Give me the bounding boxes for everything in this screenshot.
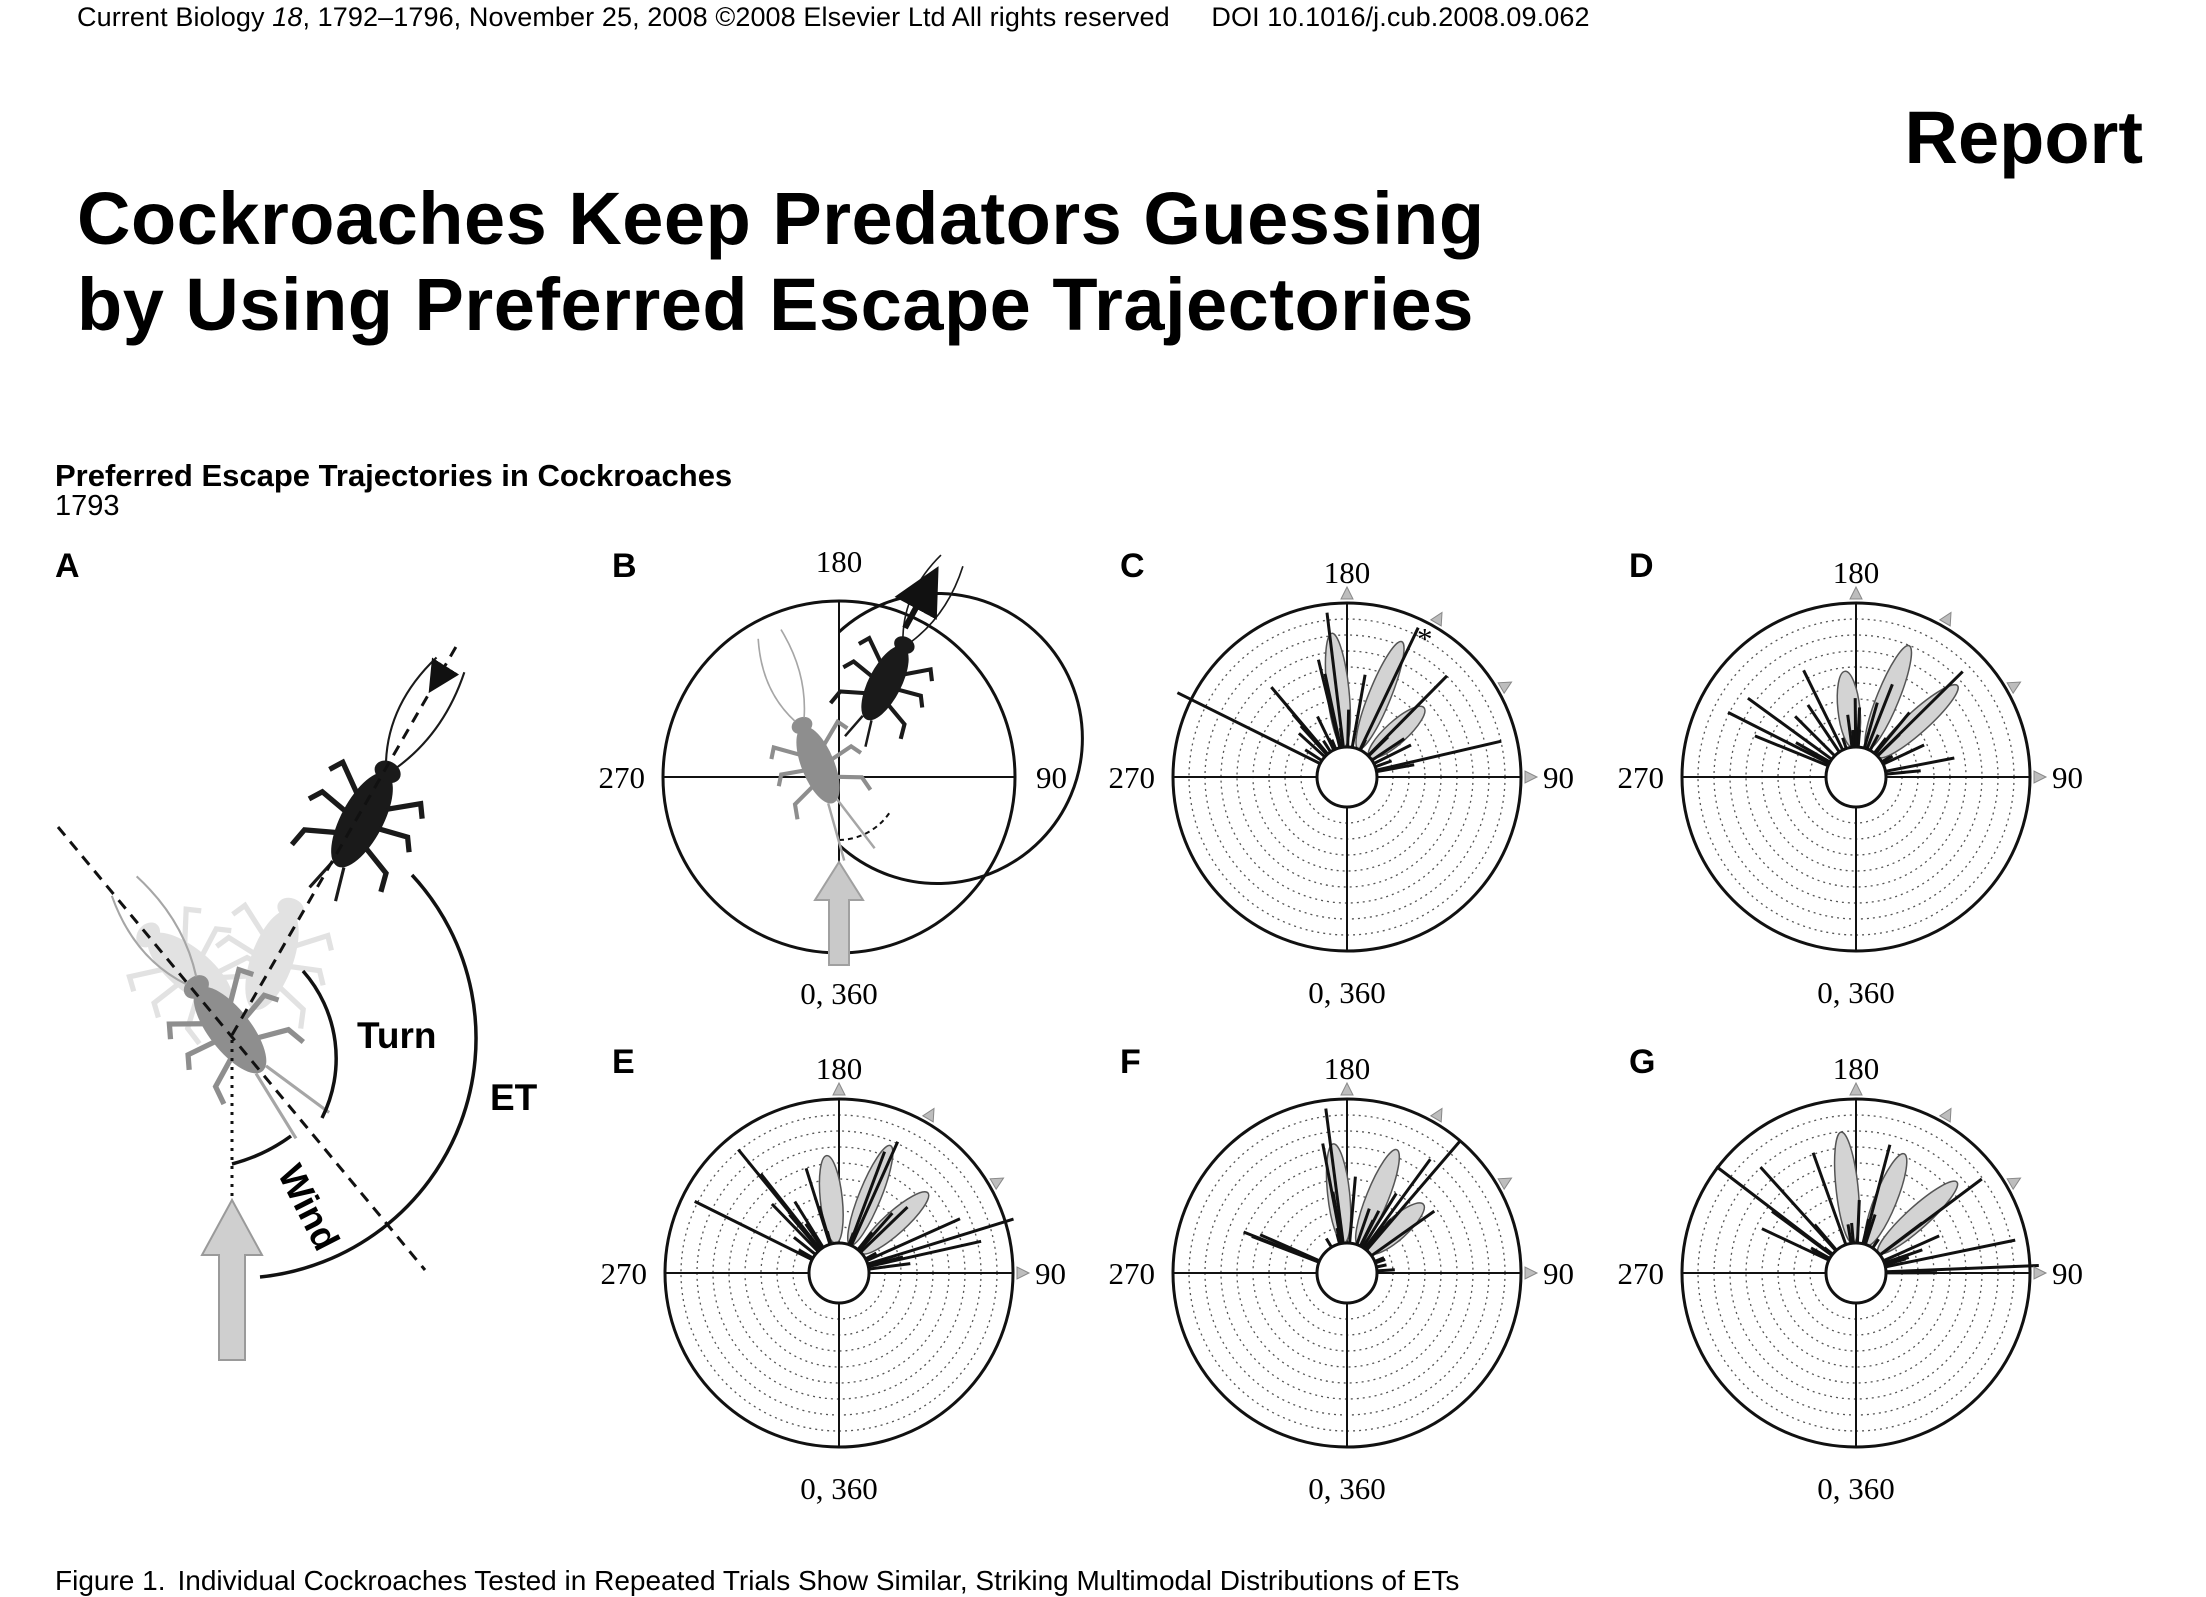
source-title: Preferred Escape Trajectories in Cockroaches bbox=[55, 458, 732, 494]
panel-e bbox=[601, 1043, 1067, 1506]
panel-c-peak-marker bbox=[1431, 609, 1447, 625]
panel-d bbox=[1618, 547, 2084, 1010]
panel-b-label-90: 90 bbox=[1036, 760, 1067, 795]
panel-f-histogram-spoke bbox=[1244, 1232, 1320, 1262]
panel-c-significance-marker: * bbox=[1417, 621, 1433, 656]
panel-d-label-0-360: 0, 360 bbox=[1817, 975, 1895, 1010]
panel-d-histogram-spoke bbox=[1886, 758, 1955, 771]
panel-c-letter: C bbox=[1120, 547, 1145, 585]
panel-f-histogram-spoke bbox=[1377, 1270, 1395, 1271]
panel-a bbox=[55, 547, 538, 1360]
panel-b-wind-arrow bbox=[815, 862, 863, 965]
figure-caption-number: Figure 1. bbox=[55, 1565, 166, 1596]
panel-g-peak-marker bbox=[2007, 1173, 2023, 1189]
panel-g-peak-marker bbox=[1940, 1105, 1956, 1121]
panel-d-peak-marker bbox=[2034, 771, 2046, 783]
panel-g-histogram-spoke bbox=[1857, 1200, 1859, 1243]
panel-f-histogram-spoke bbox=[1326, 1239, 1331, 1248]
panel-f bbox=[1109, 1043, 1575, 1506]
panel-c-histogram-spoke bbox=[1177, 693, 1320, 764]
panel-g-histogram-spoke bbox=[1886, 1266, 2039, 1272]
panel-b bbox=[599, 539, 1083, 1011]
polar-panels bbox=[601, 547, 2084, 1506]
panel-e-peak-marker bbox=[923, 1105, 939, 1121]
panel-c-label-90: 90 bbox=[1543, 760, 1574, 795]
panel-b-label-0-360: 0, 360 bbox=[800, 976, 878, 1011]
panel-c bbox=[1109, 547, 1575, 1010]
panel-e-label-90: 90 bbox=[1035, 1256, 1066, 1291]
panel-c-inner-circle bbox=[1317, 747, 1377, 807]
escape-direction-arrow bbox=[435, 675, 440, 683]
panel-c-peak-marker bbox=[1525, 771, 1537, 783]
wind-arc bbox=[232, 1136, 291, 1164]
wind-arrow bbox=[202, 1200, 262, 1360]
et-label: ET bbox=[490, 1077, 538, 1118]
panel-d-histogram-spoke bbox=[1855, 698, 1856, 747]
panel-f-label-90: 90 bbox=[1543, 1256, 1574, 1291]
panel-e-label-270: 270 bbox=[601, 1256, 648, 1291]
panel-c-label-180: 180 bbox=[1324, 555, 1371, 590]
panel-f-peak-marker bbox=[1498, 1173, 1514, 1189]
panel-g-letter: G bbox=[1629, 1043, 1655, 1081]
panel-g bbox=[1618, 1043, 2084, 1506]
panel-e-peak-marker bbox=[990, 1173, 1006, 1189]
panel-f-label-0-360: 0, 360 bbox=[1308, 1471, 1386, 1506]
article-title-line-2: by Using Preferred Escape Trajectories bbox=[77, 263, 1474, 346]
panel-g-label-270: 270 bbox=[1618, 1256, 1665, 1291]
panel-d-peak-marker bbox=[1940, 609, 1956, 625]
journal-pages-date: , 1792–1796, November 25, 2008 ©2008 Elsevier Ltd All rights reserved bbox=[302, 2, 1169, 32]
panel-e-label-0-360: 0, 360 bbox=[800, 1471, 878, 1506]
panel-b-label-270: 270 bbox=[599, 760, 646, 795]
panel-g-label-180: 180 bbox=[1833, 1051, 1880, 1086]
panel-f-peak-marker bbox=[1431, 1105, 1447, 1121]
panel-d-inner-circle bbox=[1826, 747, 1886, 807]
panel-d-letter: D bbox=[1629, 547, 1654, 585]
panel-f-histogram-spoke bbox=[1376, 1265, 1386, 1267]
article-type-label: Report bbox=[1905, 95, 2143, 180]
panel-g-label-90: 90 bbox=[2052, 1256, 2083, 1291]
panel-c-label-0-360: 0, 360 bbox=[1308, 975, 1386, 1010]
figure-caption bbox=[55, 1565, 1459, 1597]
panel-c-histogram-spoke bbox=[1348, 710, 1349, 747]
panel-e-density-lobe bbox=[816, 1154, 847, 1244]
panel-d-label-90: 90 bbox=[2052, 760, 2083, 795]
journal-volume: 18 bbox=[272, 2, 302, 32]
cockroach-escape-position bbox=[273, 636, 496, 921]
turn-label: Turn bbox=[357, 1015, 436, 1056]
figure-caption-text: Individual Cockroaches Tested in Repeated Trials Show Similar, Striking Multimodal Distributions of ETs bbox=[178, 1565, 1460, 1596]
panel-c-label-270: 270 bbox=[1109, 760, 1156, 795]
panel-d-peak-marker bbox=[2007, 677, 2023, 693]
panel-f-label-180: 180 bbox=[1324, 1051, 1371, 1086]
panel-c-peak-marker bbox=[1498, 677, 1514, 693]
journal-name: Current Biology bbox=[77, 2, 265, 32]
panel-f-label-270: 270 bbox=[1109, 1256, 1156, 1291]
panel-b-label-180: 180 bbox=[816, 544, 863, 579]
panel-b-cockroach-start bbox=[725, 619, 896, 873]
panel-g-histogram-spoke bbox=[1885, 1240, 2015, 1267]
panel-g-label-0-360: 0, 360 bbox=[1817, 1471, 1895, 1506]
panel-f-peak-marker bbox=[1525, 1267, 1537, 1279]
panel-f-inner-circle bbox=[1317, 1243, 1377, 1303]
panel-d-histogram-spoke bbox=[1858, 730, 1859, 748]
panel-b-et-arc bbox=[839, 594, 1082, 884]
source-page-number: 1793 bbox=[55, 490, 120, 523]
panel-g-inner-circle bbox=[1826, 1243, 1886, 1303]
panel-e-label-180: 180 bbox=[816, 1051, 863, 1086]
panel-f-letter: F bbox=[1120, 1043, 1141, 1081]
wind-label: Wind bbox=[270, 1158, 347, 1257]
panel-d-histogram-spoke bbox=[1804, 670, 1843, 750]
panel-e-inner-circle bbox=[809, 1243, 869, 1303]
panel-g-peak-marker bbox=[2034, 1267, 2046, 1279]
panel-d-label-180: 180 bbox=[1833, 555, 1880, 590]
article-title-line-1: Cockroaches Keep Predators Guessing bbox=[77, 177, 1485, 260]
panel-a-letter: A bbox=[55, 547, 80, 585]
panel-e-letter: E bbox=[612, 1043, 635, 1081]
panel-e-peak-marker bbox=[1017, 1267, 1029, 1279]
journal-doi: DOI 10.1016/j.cub.2008.09.062 bbox=[1211, 2, 1589, 32]
panel-b-letter: B bbox=[612, 547, 637, 585]
panel-d-label-270: 270 bbox=[1618, 760, 1665, 795]
